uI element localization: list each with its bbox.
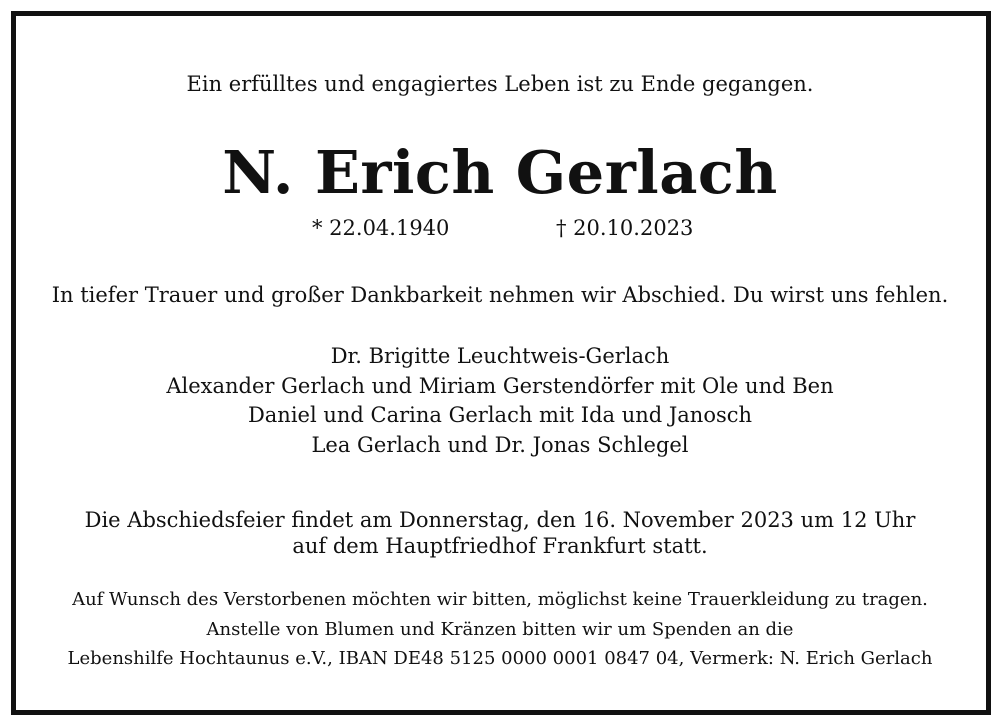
- family-member-line: Lea Gerlach und Dr. Jonas Schlegel: [311, 433, 689, 457]
- birth-date: * 22.04.1940: [312, 216, 450, 240]
- deceased-name: N. Erich Gerlach: [222, 138, 778, 207]
- farewell-message: In tiefer Trauer und großer Dankbarkeit nehmen wir Abschied. Du wirst uns fehlen.: [51, 283, 949, 307]
- family-member-line: Dr. Brigitte Leuchtweis-Gerlach: [330, 344, 670, 368]
- death-date: † 20.10.2023: [556, 216, 694, 240]
- donation-bank-details: Lebenshilfe Hochtaunus e.V., IBAN DE48 5125 0000 0001 0847 04, Vermerk: N. Erich Gerlach: [67, 648, 933, 669]
- family-member-line: Daniel und Carina Gerlach mit Ida und Janosch: [247, 403, 753, 427]
- family-member-line: Alexander Gerlach und Miriam Gerstendörfer mit Ole und Ben: [166, 374, 834, 398]
- donation-request-note: Anstelle von Blumen und Kränzen bitten wir um Spenden an die: [206, 619, 794, 640]
- intro-text: Ein erfülltes und engagiertes Leben ist zu Ende gegangen.: [186, 72, 814, 96]
- service-date-line: Die Abschiedsfeier findet am Donnerstag, den 16. November 2023 um 12 Uhr: [84, 508, 916, 532]
- dress-code-note: Auf Wunsch des Verstorbenen möchten wir bitten, möglichst keine Trauerkleidung zu tragen.: [72, 589, 928, 610]
- service-location-line: auf dem Hauptfriedhof Frankfurt statt.: [292, 534, 708, 558]
